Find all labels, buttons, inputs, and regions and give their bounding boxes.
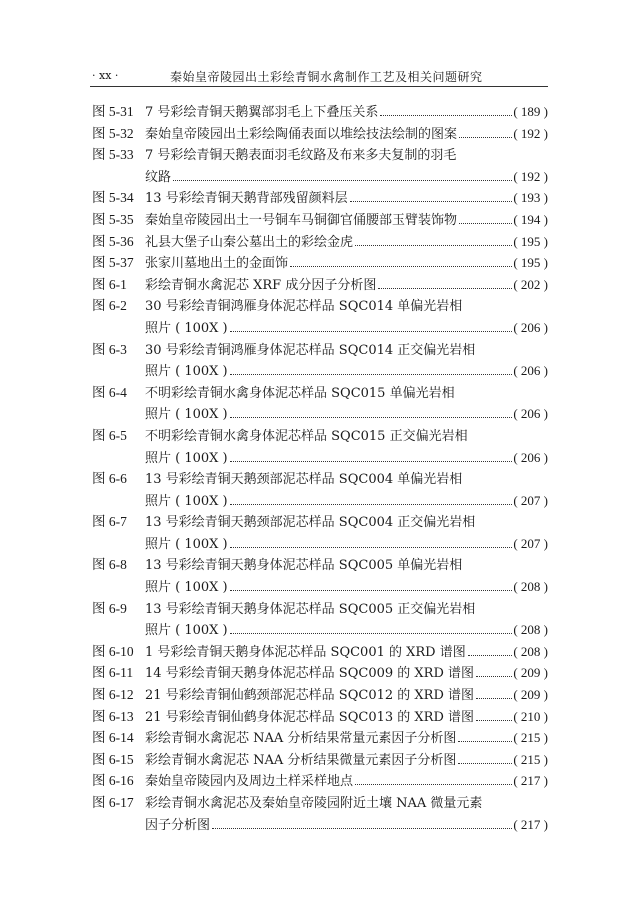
page-reference: ( 209 ) <box>513 687 548 703</box>
figure-title: 7 号彩绘青铜天鹅翼部羽毛上下叠压关系 <box>145 105 379 120</box>
toc-entry <box>92 662 548 684</box>
toc-entry-line <box>92 101 548 123</box>
toc-entry-line <box>92 252 548 274</box>
figure-title: 照片 ( 100X ) <box>145 493 228 509</box>
figure-number: 图 6-11 <box>92 665 134 681</box>
figure-title: 秦始皇帝陵园出土彩绘陶俑表面以堆绘技法绘制的图案 <box>145 126 458 142</box>
toc-entry <box>92 468 548 511</box>
figure-title: 彩绘青铜水禽泥芯 XRF 成分因子分析图 <box>145 277 377 293</box>
figure-title: 礼县大堡子山秦公墓出土的彩绘金虎 <box>145 234 354 250</box>
dot-leader <box>355 784 512 785</box>
toc-entry-line <box>92 274 548 296</box>
figure-title: 21 号彩绘青铜仙鹤身体泥芯样品 SQC013 的 XRD 谱图 <box>145 709 474 725</box>
toc-entry <box>92 231 548 253</box>
figure-number: 图 5-31 <box>92 104 134 119</box>
running-title: 秦始皇帝陵园出土彩绘青铜水禽制作工艺及相关问题研究 <box>170 70 483 84</box>
figure-title: 照片 ( 100X ) <box>145 407 228 423</box>
dot-leader <box>458 763 512 764</box>
figure-list <box>92 101 548 835</box>
dot-leader <box>458 741 512 742</box>
figure-number: 图 6-14 <box>92 730 134 746</box>
page-reference: ( 194 ) <box>513 211 548 227</box>
figure-number: 图 6-9 <box>92 600 127 616</box>
toc-entry <box>92 209 548 231</box>
figure-title: 彩绘青铜水禽泥芯 NAA 分析结果微量元素因子分析图 <box>145 752 457 768</box>
dot-leader <box>230 633 513 634</box>
toc-entry-line <box>92 533 548 555</box>
toc-entry <box>92 749 548 771</box>
toc-entry <box>92 425 548 468</box>
toc-entry-line <box>92 619 548 641</box>
toc-entry <box>92 511 548 554</box>
figure-title: 21 号彩绘青铜仙鹤颈部泥芯样品 SQC012 的 XRD 谱图 <box>145 688 474 704</box>
running-header <box>90 66 548 87</box>
dot-leader <box>459 223 512 224</box>
figure-title: 13 号彩绘青铜天鹅身体泥芯样品 SQC005 单偏光岩相 <box>145 558 463 574</box>
toc-entry <box>92 792 548 835</box>
toc-entry <box>92 187 548 209</box>
dot-leader <box>290 266 512 267</box>
page-reference: ( 189 ) <box>513 104 548 119</box>
figure-title: 30 号彩绘青铜鸿雁身体泥芯样品 SQC014 单偏光岩相 <box>145 299 463 315</box>
toc-entry-line <box>92 123 548 145</box>
dot-leader <box>230 504 513 505</box>
toc-entry-line <box>92 641 548 663</box>
figure-number: 图 6-8 <box>92 557 127 573</box>
figure-number: 图 6-10 <box>92 643 134 659</box>
figure-title: 照片 ( 100X ) <box>145 623 228 639</box>
page-reference: ( 195 ) <box>513 233 548 249</box>
dot-leader <box>476 676 512 677</box>
page-reference: ( 208 ) <box>513 579 548 595</box>
toc-entry <box>92 382 548 425</box>
figure-number: 图 6-6 <box>92 471 127 487</box>
toc-entry-line <box>92 770 548 792</box>
toc-entry <box>92 598 548 641</box>
page-reference: ( 206 ) <box>513 319 548 335</box>
figure-title: 不明彩绘青铜水禽身体泥芯样品 SQC015 正交偏光岩相 <box>145 428 468 444</box>
figure-title: 1 号彩绘青铜天鹅身体泥芯样品 SQC001 的 XRD 谱图 <box>145 644 466 660</box>
page-reference: ( 207 ) <box>513 535 548 551</box>
page-reference: ( 202 ) <box>513 276 548 292</box>
figure-number: 图 6-15 <box>92 751 134 767</box>
toc-entry-line <box>92 144 548 166</box>
page-reference: ( 206 ) <box>513 406 548 422</box>
toc-entry-line <box>92 403 548 425</box>
toc-entry <box>92 641 548 663</box>
toc-entry-line <box>92 662 548 684</box>
dot-leader <box>230 374 513 375</box>
toc-entry-line <box>92 382 548 404</box>
page-reference: ( 207 ) <box>513 492 548 508</box>
toc-entry-line <box>92 447 548 469</box>
figure-number: 图 6-2 <box>92 298 127 314</box>
toc-entry-line <box>92 727 548 749</box>
figure-number: 图 5-32 <box>92 125 134 141</box>
page-number: · xx · <box>92 69 119 82</box>
page-reference: ( 192 ) <box>513 168 548 184</box>
page-reference: ( 206 ) <box>513 449 548 465</box>
toc-entry <box>92 274 548 296</box>
page-reference: ( 215 ) <box>513 751 548 767</box>
toc-entry-line <box>92 554 548 576</box>
toc-entry-line <box>92 706 548 728</box>
dot-leader <box>380 115 512 116</box>
toc-entry-line <box>92 231 548 253</box>
figure-title: 13 号彩绘青铜天鹅颈部泥芯样品 SQC004 正交偏光岩相 <box>145 515 476 531</box>
figure-title: 13 号彩绘青铜天鹅身体泥芯样品 SQC005 正交偏光岩相 <box>145 601 476 617</box>
toc-entry <box>92 252 548 274</box>
toc-entry-line <box>92 490 548 512</box>
figure-number: 图 5-37 <box>92 255 134 271</box>
page-reference: ( 217 ) <box>513 816 548 832</box>
dot-leader <box>355 245 512 246</box>
figure-title: 13 号彩绘青铜天鹅颈部泥芯样品 SQC004 单偏光岩相 <box>145 472 463 488</box>
toc-entry <box>92 706 548 728</box>
page-reference: ( 206 ) <box>513 363 548 379</box>
figure-number: 图 6-17 <box>92 795 134 810</box>
page-reference: ( 193 ) <box>513 190 548 206</box>
figure-title: 照片 ( 100X ) <box>145 580 228 596</box>
figure-title: 7 号彩绘青铜天鹅表面羽毛纹路及布来多夫复制的羽毛 <box>145 148 457 164</box>
toc-entry-line <box>92 187 548 209</box>
figure-number: 图 6-5 <box>92 427 127 443</box>
toc-entry-line <box>92 317 548 339</box>
page-reference: ( 195 ) <box>513 255 548 271</box>
figure-number: 图 5-34 <box>92 190 134 206</box>
dot-leader <box>212 828 512 829</box>
toc-entry-line <box>92 814 548 836</box>
dot-leader <box>350 201 513 202</box>
figure-number: 图 6-4 <box>92 384 127 400</box>
figure-number: 图 6-3 <box>92 341 127 357</box>
figure-number: 图 6-16 <box>92 773 134 789</box>
toc-entry-line <box>92 576 548 598</box>
toc-entry <box>92 770 548 792</box>
figure-title: 照片 ( 100X ) <box>145 536 228 552</box>
figure-number: 图 6-13 <box>92 708 134 724</box>
toc-entry-line <box>92 749 548 771</box>
figure-title: 14 号彩绘青铜天鹅身体泥芯样品 SQC009 的 XRD 谱图 <box>145 666 474 682</box>
figure-number: 图 5-36 <box>92 233 134 249</box>
toc-entry-line <box>92 425 548 447</box>
toc-entry-line <box>92 295 548 317</box>
figure-title: 彩绘青铜水禽泥芯及秦始皇帝陵园附近土壤 NAA 微量元素 <box>145 796 483 811</box>
figure-title: 张家川墓地出土的金面饰 <box>145 256 289 272</box>
dot-leader <box>173 180 512 181</box>
figure-title: 13 号彩绘青铜天鹅背部残留颜料层 <box>145 191 348 207</box>
figure-title: 秦始皇帝陵园出土一号铜车马铜御官俑腰部玉臂装饰物 <box>145 212 458 228</box>
dot-leader <box>230 417 513 418</box>
page-reference: ( 192 ) <box>513 125 548 141</box>
dot-leader <box>476 698 512 699</box>
figure-title: 照片 ( 100X ) <box>145 364 228 380</box>
toc-entry-line <box>92 339 548 361</box>
figure-title: 秦始皇帝陵园内及周边土样采样地点 <box>145 774 354 790</box>
toc-entry <box>92 101 548 123</box>
dot-leader <box>230 590 513 591</box>
dot-leader <box>476 720 512 721</box>
page-reference: ( 208 ) <box>513 643 548 659</box>
figure-number: 图 5-33 <box>92 147 134 163</box>
toc-entry-line <box>92 468 548 490</box>
dot-leader <box>230 461 513 462</box>
dot-leader <box>230 547 513 548</box>
toc-entry-line <box>92 684 548 706</box>
toc-entry <box>92 554 548 597</box>
dot-leader <box>230 331 513 332</box>
toc-entry <box>92 123 548 145</box>
toc-entry <box>92 727 548 749</box>
dot-leader <box>459 137 512 138</box>
figure-title: 彩绘青铜水禽泥芯 NAA 分析结果常量元素因子分析图 <box>145 731 457 747</box>
figure-number: 图 5-35 <box>92 211 134 227</box>
toc-entry <box>92 144 548 187</box>
toc-entry-line <box>92 792 548 814</box>
figure-title: 因子分析图 <box>145 817 211 833</box>
toc-entry <box>92 339 548 382</box>
figure-number: 图 6-12 <box>92 687 134 703</box>
toc-entry-line <box>92 598 548 620</box>
page-reference: ( 217 ) <box>513 773 548 789</box>
dot-leader <box>468 655 513 656</box>
page-reference: ( 215 ) <box>513 730 548 746</box>
figure-title: 纹路 <box>145 169 172 185</box>
page-reference: ( 209 ) <box>513 665 548 681</box>
toc-entry-line <box>92 360 548 382</box>
toc-entry <box>92 295 548 338</box>
page-reference: ( 210 ) <box>513 708 548 724</box>
figure-title: 照片 ( 100X ) <box>145 320 228 336</box>
toc-entry <box>92 684 548 706</box>
toc-entry-line <box>92 511 548 533</box>
dot-leader <box>378 288 512 289</box>
figure-title: 30 号彩绘青铜鸿雁身体泥芯样品 SQC014 正交偏光岩相 <box>145 342 476 358</box>
figure-title: 照片 ( 100X ) <box>145 450 228 466</box>
page-reference: ( 208 ) <box>513 622 548 638</box>
toc-entry-line <box>92 166 548 188</box>
figure-title: 不明彩绘青铜水禽身体泥芯样品 SQC015 单偏光岩相 <box>145 385 455 401</box>
toc-entry-line <box>92 209 548 231</box>
figure-number: 图 6-1 <box>92 276 127 292</box>
figure-number: 图 6-7 <box>92 514 127 530</box>
